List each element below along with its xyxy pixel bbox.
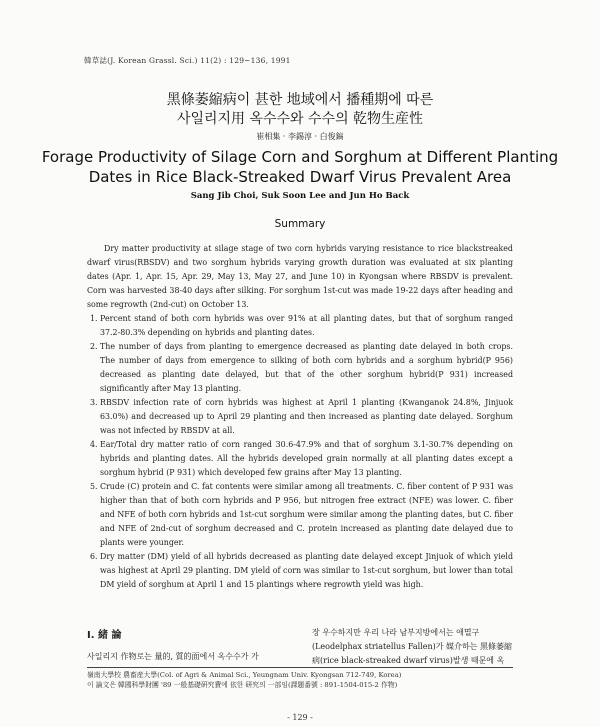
english-title-line-1: Forage Productivity of Silage Corn and Sorghum at Different Planting [41, 148, 559, 166]
summary-item-4: 4. Ear/Total dry matter ratio of corn ranged 30.6-47.9% and that of sorghum 3.1-30.7% depending on hybrids and planting dates. All the hybrids developed grain normally at all planting dates except a sorghum hybrid (P 931) which developed few grains after May 13 planting. [100, 438, 513, 480]
footnote-funding: 이 論文은 韓國科學財團 '89 一般基礎硏究費에 依한 硏究의 一部임(課題番號 : 891-1504-015-2 作物) [87, 681, 398, 689]
korean-authors: 崔相集 · 李錫淳 · 白俊鎬 [256, 132, 344, 141]
english-authors: Sang Jib Choi, Suk Soon Lee and Jun Ho Back [190, 191, 410, 201]
introduction-right-line-1: 장 우수하지만 우리 나라 남부지방에서는 애멸구 [312, 628, 480, 637]
summary-findings-list [87, 312, 513, 592]
footnote-divider [87, 667, 513, 668]
korean-title-line-1: 黑條萎縮病이 甚한 地域에서 播種期에 따른 [166, 92, 434, 108]
summary-item-6: 6. Dry matter (DM) yield of all hybrids decreased as planting date delayed except Jinjuok of which yield was highest at April 29 planting. DM yield of corn was similar to 1st-cut sorghum, but lower than total DM yield of sorghum at April 1 and 15 plantings where regrowth yield was high. [100, 550, 513, 592]
introduction-right-line-3: 病(rice black-streaked dwarf virus)발생 때문에 옥 [312, 656, 505, 665]
introduction-heading: I. 緒 論 [87, 630, 122, 641]
summary-item-3: 3. RBSDV infection rate of corn hybrids was highest at April 1 planting (Kwanganok 24.8%, Jinjuok 63.0%) and decreased up to April 29 planting and then increased as planting date delayed. Sorghum was not infected by RBSDV at all. [100, 396, 513, 438]
english-title-line-2: Dates in Rice Black-Streaked Dwarf Virus Prevalent Area [88, 168, 512, 186]
summary-item-2: 2. The number of days from planting to emergence decreased as planting date delayed in both crops. The number of days from emergence to silking of both corn hybrids and a sorghum hybrid(P 956) decreased as planting date delayed, but that of the other sorghum hybrid(P 931) increased significantly after May 13 planting. [100, 340, 513, 396]
summary-body [87, 242, 513, 592]
footnote-affiliation: 嶺南大學校 農畜産大學(Col. of Agri & Animal Sci., Yeungnam Univ. Kyongsan 712-749, Korea) [87, 671, 402, 679]
introduction-right-column [312, 626, 513, 668]
korean-title-line-2: 사일리지用 옥수수와 수수의 乾物生産性 [176, 111, 424, 127]
page-number: - 129 - [287, 713, 313, 722]
summary-item-5: 5. Crude (C) protein and C. fat contents were similar among all treatments. C. fiber content of P 931 was higher than that of both corn hybrids and P 956, but nitrogen free extract (NFE) was lower. C. fiber and NFE of both corn hybrids and 1st-cut sorghum were similar among the planting dates, but C. fiber and NFE of 2nd-cut of sorghum decreased and C. protein increased as planting date delayed due to plants were younger. [100, 480, 513, 550]
introduction-right-line-2: (Leodelphax striatellus Fallen)가 媒介하는 黑條萎縮 [312, 642, 513, 651]
summary-item-1: 1. Percent stand of both corn hybrids was over 91% at all planting dates, but that of sorghum ranged 37.2-80.3% depending on hybrids and planting dates. [100, 312, 513, 340]
summary-heading: Summary [274, 218, 326, 230]
introduction-left-column [87, 650, 287, 664]
introduction-left-line-1: 사일리지 作物로는 量的, 質的面에서 옥수수가 가 [87, 652, 259, 661]
summary-intro-paragraph: Dry matter productivity at silage stage of two corn hybrids varying resistance to rice blackstreaked dwarf virus(RBSDV) and two sorghum hybrids varying growth duration was evaluated at six planting dates (Apr. 1, Apr. 15, Apr. 29, May 13, May 27, and June 10) in Kyongsan where RBSDV is prevalent. Corn was harvested 38-40 days after silking. For sorghum 1st-cut was made 19-22 days after heading and some regrowth (2nd-cut) on October 13. [87, 244, 513, 309]
journal-reference: 韓草誌(J. Korean Grassl. Sci.) 11(2) : 129~136, 1991 [84, 56, 291, 65]
